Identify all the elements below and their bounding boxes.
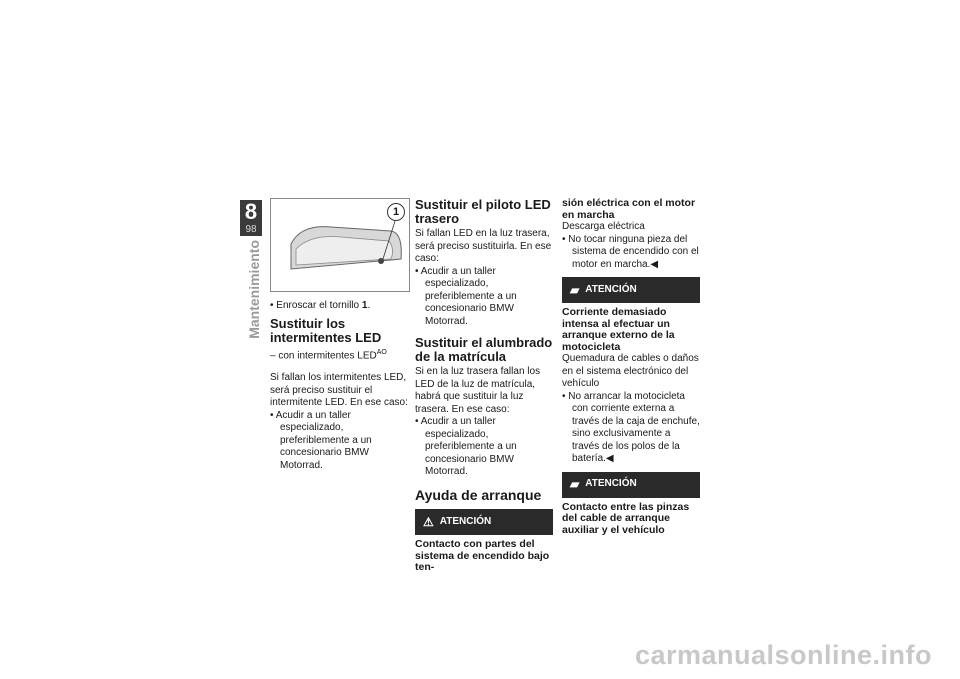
bullet-tail-light: • Acudir a un taller especializado, preferiblemente a un concesionario BMW Motorrad. [415, 265, 517, 327]
attention-banner-1: ▰ ATENCIÓN [562, 277, 700, 303]
column-2 [415, 198, 553, 574]
para-plate-light: Si en la luz trasera fallan los LED de la luz de matrícula, habrá que sustituir la luz trasera. En ese caso: [415, 366, 541, 415]
attention-sub-1: Quemadura de cables o daños en el sistema electrónico del vehículo [562, 353, 699, 389]
watermark: carmanualsonline.info [634, 640, 932, 670]
attention-title-2: Contacto entre las pinzas del cable de arranque auxiliar y el vehículo [562, 500, 690, 536]
callout-1: 1 [387, 203, 405, 221]
attention-bullet-1: • No arrancar la motocicleta con corriente externa a través de la caja de enchufe, sino exclusivamente a través de los polos de la batería.◀ [562, 390, 700, 464]
warning-bullet: • No tocar ninguna pieza del sistema de encendido con el motor en marcha.◀ [562, 233, 699, 270]
warning-sub: Descarga eléctrica [562, 221, 645, 232]
bullet-plate-light: • Acudir a un taller especializado, preferiblemente a un concesionario BMW Motorrad. [415, 416, 517, 477]
attention-title-1: Corriente demasiado intensa al efectuar un arranque externo de la motocicleta [562, 306, 675, 353]
column-3 [562, 198, 700, 536]
manual-icon: ▰ [570, 477, 580, 492]
chapter-tab [240, 200, 262, 236]
para-indicators: Si fallan los intermitentes LED, será preciso sustituir el intermitente LED. En ese caso: [270, 372, 408, 409]
tail-light-illustration [270, 198, 410, 292]
heading-jump-start: Ayuda de arranque [415, 486, 542, 503]
screw-bullet: • Enroscar el tornillo 1. [270, 300, 371, 311]
manual-icon: ▰ [570, 282, 580, 297]
heading-plate-light: Sustituir el alumbrado de la matrícula [415, 335, 553, 364]
warning-title: Contacto con partes del sistema de encendido bajo ten- [415, 538, 550, 573]
warning-triangle-icon: ⚠ [423, 514, 434, 529]
chapter-title: Mantenimiento [246, 240, 262, 339]
attention-banner-2: ▰ ATENCIÓN [562, 472, 700, 498]
option-line: – con intermitentes $LED^{AO}$ [270, 348, 387, 361]
page-number: 98 [245, 224, 257, 235]
chapter-number: 8 [244, 199, 258, 224]
para-tail-light: Si fallan LED en la luz trasera, será preciso sustituirla. En ese caso: [415, 228, 552, 264]
heading-tail-light: Sustituir el piloto LED trasero [415, 197, 551, 226]
warning-title-cont: sión eléctrica con el motor en marcha [562, 197, 696, 221]
column-1 [270, 198, 408, 472]
heading-led-indicators: Sustituir los intermitentes LED [270, 315, 382, 345]
warning-banner: ⚠ ATENCIÓN [415, 509, 553, 535]
bullet-indicators: • Acudir a un taller especializado, preferiblemente a un concesionario BMW Motorrad. [270, 409, 372, 471]
